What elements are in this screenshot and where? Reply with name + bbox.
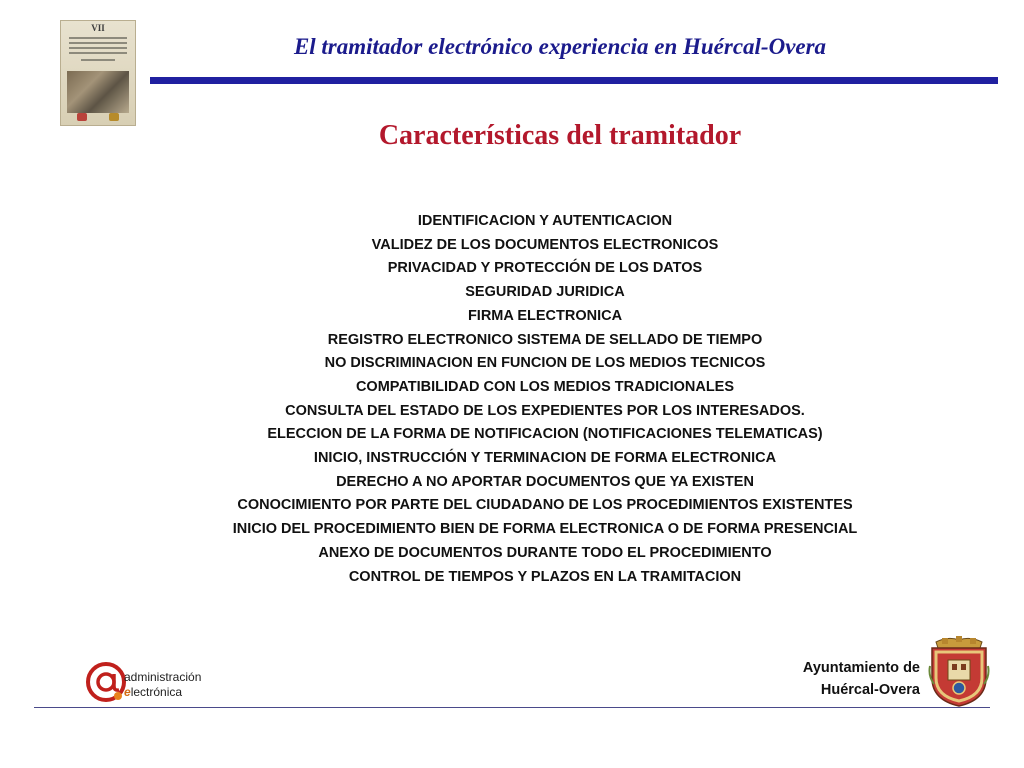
list-item: CONTROL DE TIEMPOS Y PLAZOS EN LA TRAMITACION: [348, 568, 742, 585]
list-item: CONOCIMIENTO POR PARTE DEL CIUDADANO DE LOS PROCEDIMIENTOS EXISTENTES: [237, 497, 853, 514]
header-rule: [150, 77, 998, 84]
logo-line2-rest: lectrónica: [130, 685, 183, 699]
list-item: ELECCION DE LA FORMA DE NOTIFICACION (NOTIFICACIONES TELEMATICAS): [267, 426, 823, 443]
conference-poster-icon: [60, 20, 136, 126]
list-item: PRIVACIDAD Y PROTECCIÓN DE LOS DATOS: [387, 260, 703, 277]
organization-name: [760, 657, 920, 701]
page-title: Características del tramitador: [378, 120, 742, 151]
e-administration-logo: [84, 660, 234, 706]
organization-line2: Huércal-Overa: [820, 682, 920, 698]
logo-line2: [124, 685, 182, 699]
organization-line1: Ayuntamiento de: [802, 660, 920, 676]
list-item: DERECHO A NO APORTAR DOCUMENTOS QUE YA EXISTEN: [336, 473, 754, 490]
list-item: COMPATIBILIDAD CON LOS MEDIOS TRADICIONALES: [355, 378, 735, 395]
list-item: NO DISCRIMINACION EN FUNCION DE LOS MEDIOS TECNICOS: [324, 355, 766, 372]
feature-list: [150, 210, 940, 589]
header-title: El tramitador electrónico experiencia en Huércal-Overa: [293, 34, 827, 59]
list-item: FIRMA ELECTRONICA: [467, 307, 623, 324]
poster-number: VII: [91, 23, 105, 33]
list-item: REGISTRO ELECTRONICO SISTEMA DE SELLADO DE TIEMPO: [327, 331, 763, 348]
list-item: ANEXO DE DOCUMENTOS DURANTE TODO EL PROCEDIMIENTO: [318, 544, 772, 561]
list-item: SEGURIDAD JURIDICA: [465, 284, 625, 301]
list-item: IDENTIFICACION Y AUTENTICACION: [417, 213, 673, 229]
logo-line1: administración: [124, 670, 202, 684]
logo-e-initial: e: [124, 685, 131, 699]
at-sign-icon: [84, 660, 128, 704]
footer-rule: [34, 707, 990, 708]
list-item: VALIDEZ DE LOS DOCUMENTOS ELECTRONICOS: [371, 236, 719, 253]
list-item: CONSULTA DEL ESTADO DE LOS EXPEDIENTES POR LOS INTERESADOS.: [285, 402, 805, 419]
list-item: INICIO, INSTRUCCIÓN Y TERMINACION DE FORMA ELECTRONICA: [313, 450, 777, 467]
coat-of-arms-icon: [928, 636, 990, 708]
list-item: INICIO DEL PROCEDIMIENTO BIEN DE FORMA ELECTRONICA O DE FORMA PRESENCIAL: [232, 521, 858, 538]
